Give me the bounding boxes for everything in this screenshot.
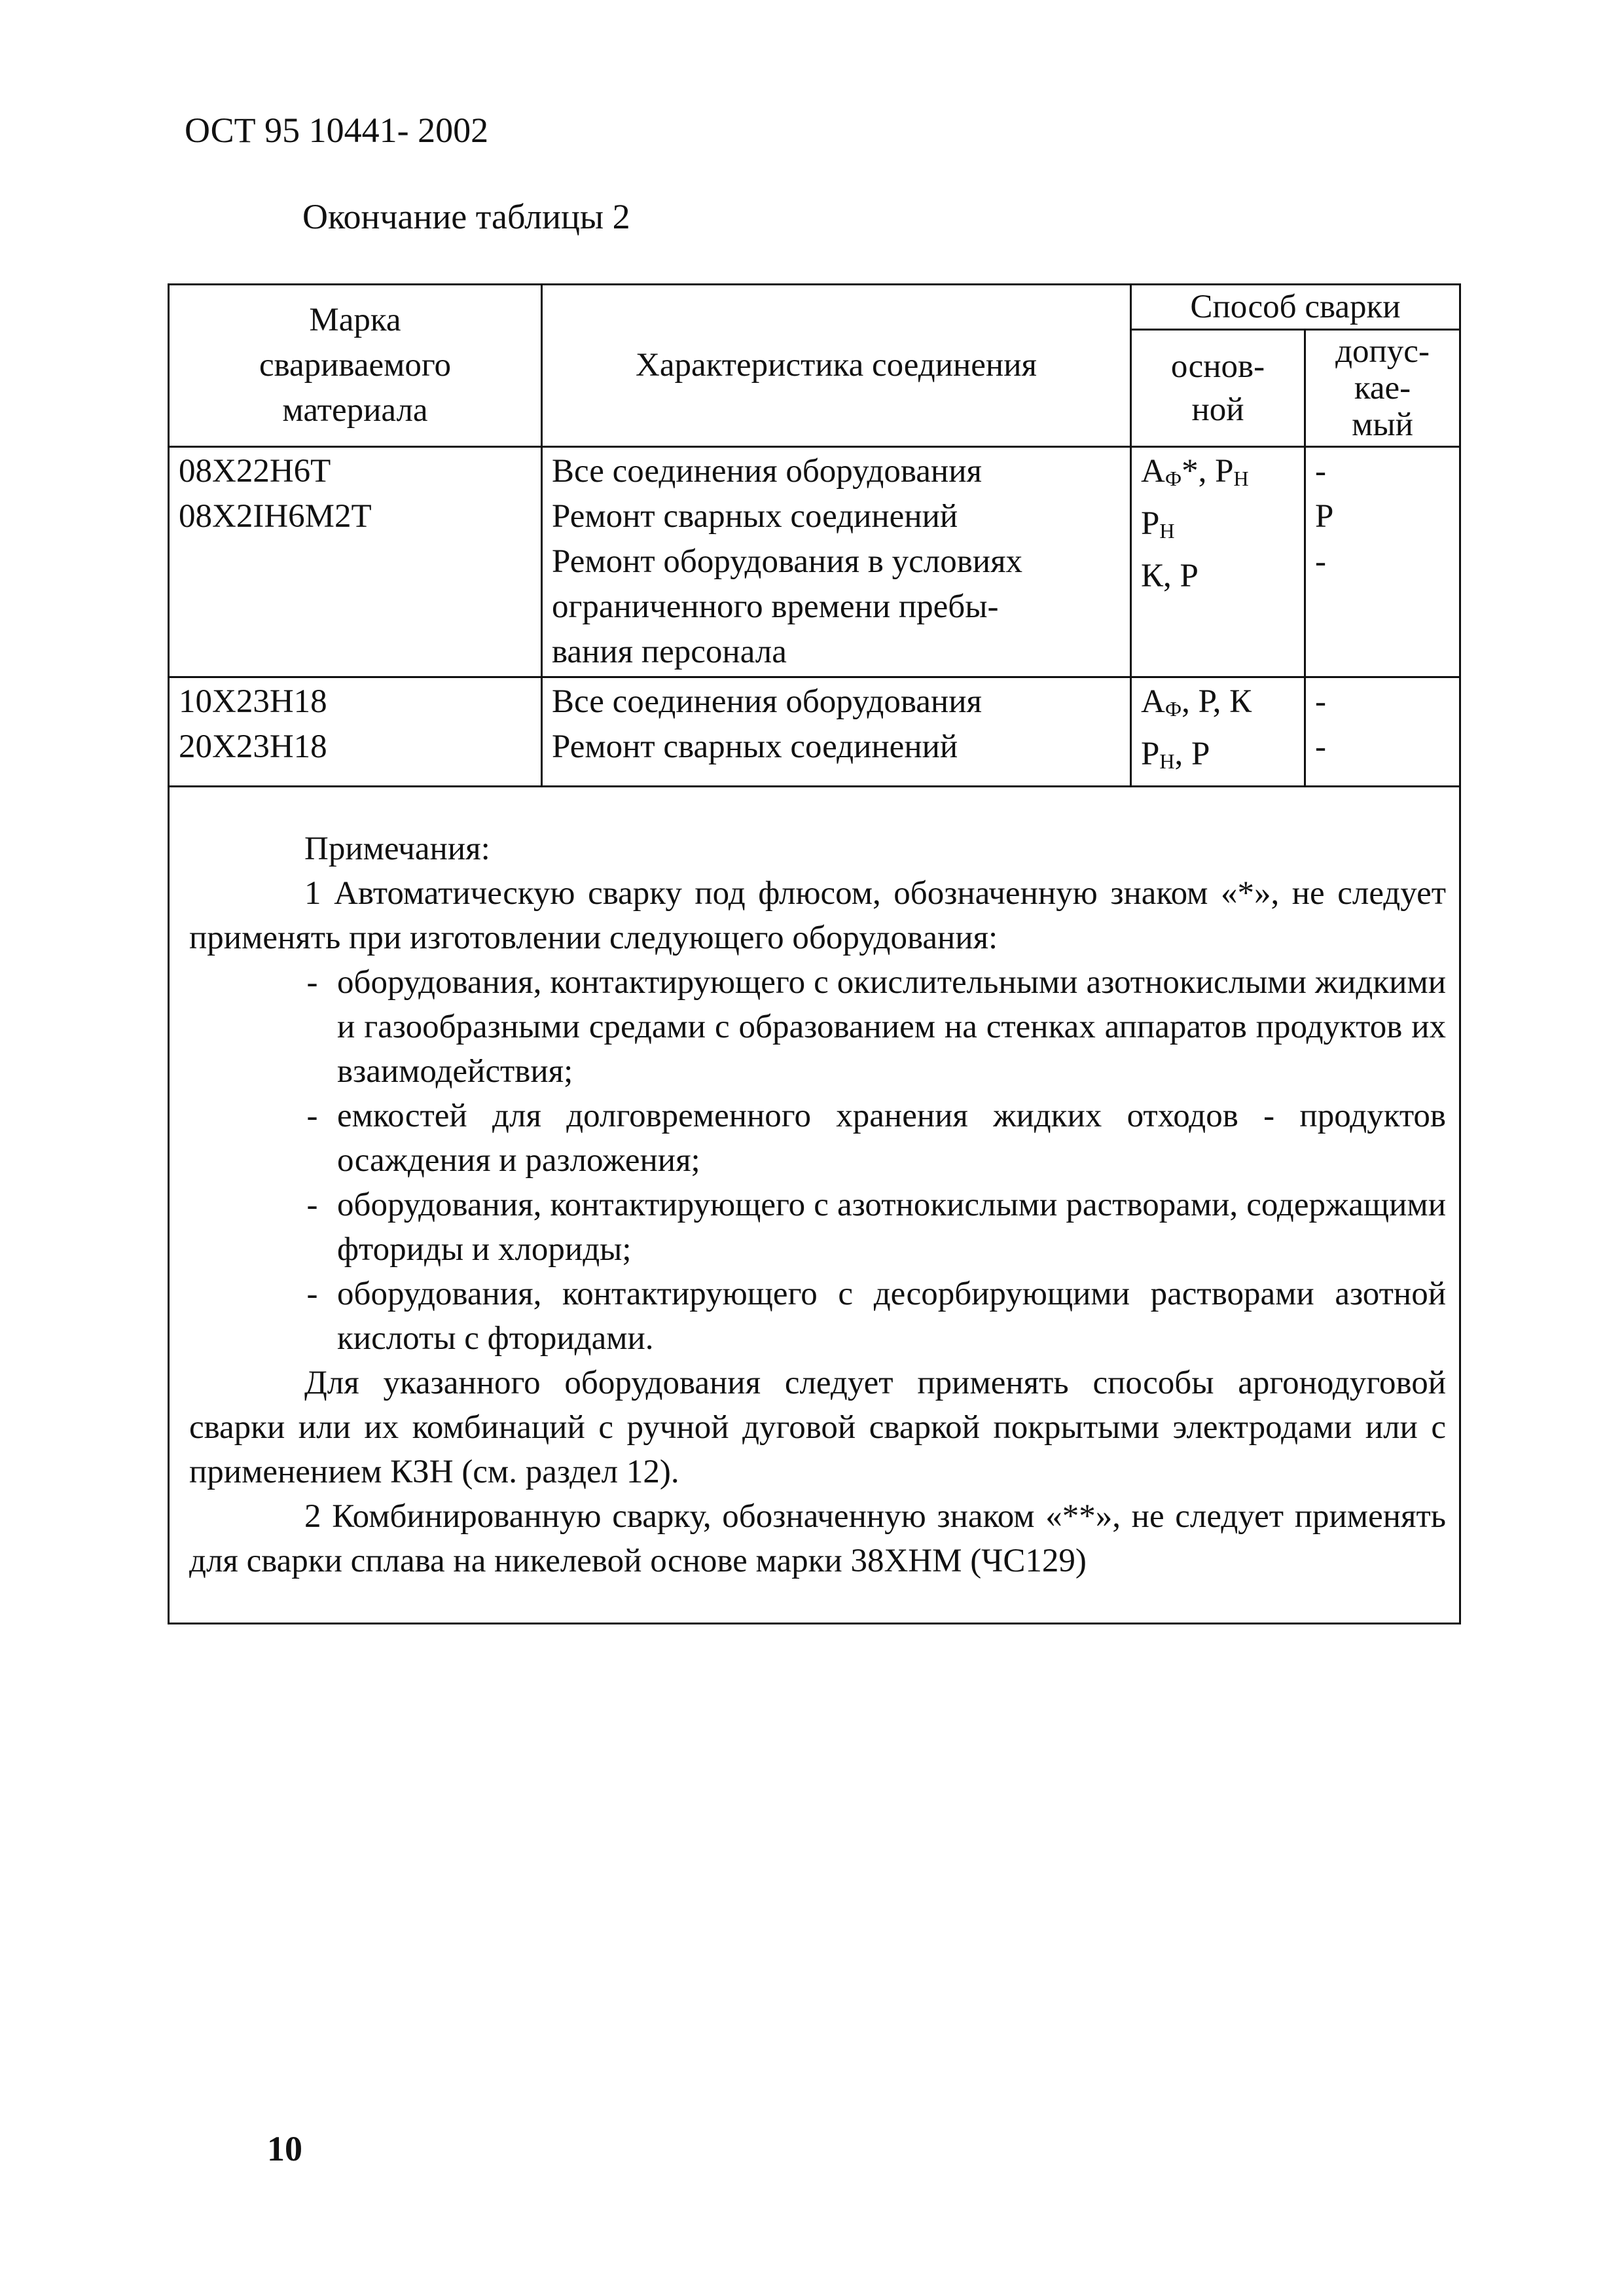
method-entry: $А_Ф$, Р, К: [1141, 683, 1252, 721]
welding-table: [168, 283, 1461, 1624]
notes-row: [169, 787, 1460, 1624]
method-entry: $Р_Н$, Р: [1141, 736, 1210, 773]
note-1-tail: Для указанного оборудования следует применять способы аргонодуговой сварки или их комбинаций с ручной дуговой сваркой покрытыми электродами или с применением КЗН (см. раздел 12).: [189, 1365, 1447, 1490]
note-bullet: - емкостей для долговременного хранения жидких отходов - продуктов осаждения и разложения;: [306, 1098, 1447, 1179]
table-caption: Окончание таблицы 2: [302, 197, 630, 236]
note-1-intro: 1 Автоматическую сварку под флюсом, обозначенную знаком «*», не следует применять при изготовлении следующего оборудования:: [189, 875, 1447, 956]
material-cell: 08Х22Н6Т 08Х2IН6М2Т: [169, 447, 542, 677]
page-number: 10: [267, 2129, 302, 2168]
method-entry: $А_Ф*$, $Р_Н$: [1141, 453, 1249, 490]
main-method-cell: [1131, 447, 1305, 677]
note-bullet: - оборудования, контактирующего с азотнокислыми растворами, содержащими фториды и хлориды;: [306, 1187, 1447, 1268]
header-characteristic: Характеристика соединения: [542, 285, 1131, 447]
notes-cell: [169, 787, 1460, 1624]
note-bullet: - оборудования, контактирующего с окислительными азотнокислыми жидкими и газообразными средами с образованием на стенках аппаратов продуктов их взаимодействия;: [306, 964, 1447, 1090]
header-method: Способ сварки: [1131, 285, 1460, 330]
document-code: ОСТ 95 10441- 2002: [185, 111, 489, 150]
material-cell: 10Х23Н18 20Х23Н18: [169, 677, 542, 787]
note-bullet: - оборудования, контактирующего с десорбирующими растворами азотной кислоты с фторидами.: [306, 1276, 1447, 1357]
header-main: основ- ной: [1131, 330, 1305, 447]
method-entry: $Р_Н$: [1141, 505, 1175, 543]
header-material: Марка свариваемого материала: [169, 285, 542, 447]
notes-title: Примечания:: [304, 831, 490, 867]
table-row: [169, 447, 1460, 677]
main-method-cell: [1131, 677, 1305, 787]
allowed-method-cell: - -: [1305, 677, 1460, 787]
characteristic-cell: Все соединения оборудования Ремонт сварных соединений: [542, 677, 1131, 787]
header-allowed: допус- кае- мый: [1305, 330, 1460, 447]
method-entry: К, Р: [1141, 558, 1199, 594]
allowed-method-cell: - Р -: [1305, 447, 1460, 677]
table-row: [169, 677, 1460, 787]
table-header-row: [169, 285, 1460, 330]
note-2: 2 Комбинированную сварку, обозначенную знаком «**», не следует применять для сварки сплава на никелевой основе марки 38ХНМ (ЧС129): [189, 1498, 1447, 1579]
characteristic-cell: Все соединения оборудования Ремонт сварных соединений Ремонт оборудования в условиях ограниченного времени пребы- вания персонала: [542, 447, 1131, 677]
